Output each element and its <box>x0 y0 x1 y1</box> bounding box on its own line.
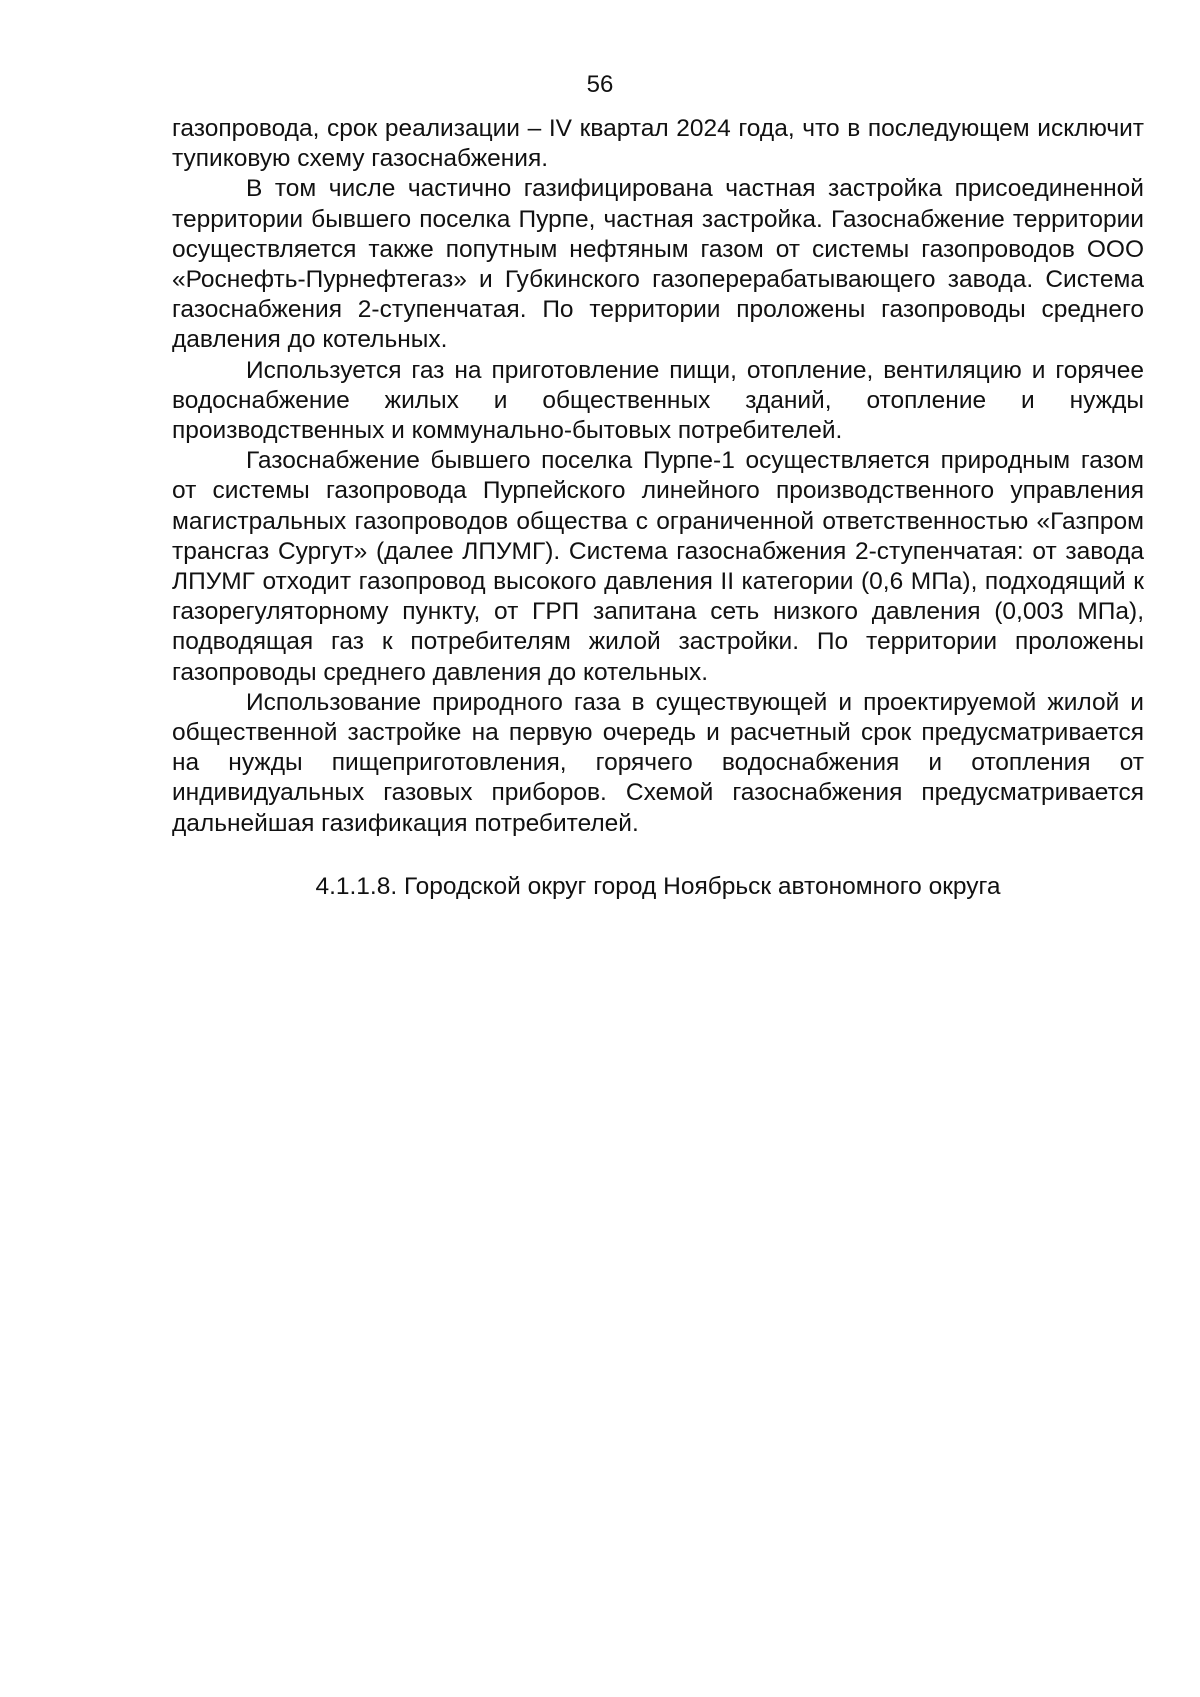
paragraph-continuation: газопровода, срок реализации – IV квартал 2024 года, что в последующем исключит тупиковую схему газоснабжения. <box>172 115 1144 173</box>
paragraph-purpe-gasification: В том числе частично газифицирована частная застройка присоединенной территории бывшего поселка Пурпе, частная застройка. Газоснабжение территории осуществляется также попутным нефтяным газом от системы газопроводов ООО «Роснефть-Пурнефтегаз» и Губкинского газоперерабатывающего завода. Система газоснабжения 2-ступенчатая. По территории проложены газопроводы среднего давления до котельных. <box>172 175 1144 354</box>
paragraph-purpe-1-supply: Газоснабжение бывшего поселка Пурпе-1 осуществляется природным газом от системы газопровода Пурпейского линейного производственного управления магистральных газопроводов общества с ограниченной ответственностью «Газпром трансгаз Сургут» (далее ЛПУМГ). Система газоснабжения 2-ступенчатая: от завода ЛПУМГ отходит газопровод высокого давления II категории (0,6 МПа), подходящий к газорегуляторному пункту, от ГРП запитана сеть низкого давления (0,003 МПа), подводящая газ к потребителям жилой застройки. По территории проложены газопроводы среднего давления до котельных. <box>172 447 1144 686</box>
paragraph-natural-gas-usage: Использование природного газа в существующей и проектируемой жилой и общественной застройке на первую очередь и расчетный срок предусматривается на нужды пищеприготовления, горячего водоснабжения и отопления от индивидуальных газовых приборов. Схемой газоснабжения предусматривается дальнейшая газификация потребителей. <box>172 688 1144 837</box>
page-number: 56 <box>586 71 614 98</box>
section-heading: 4.1.1.8. Городской округ город Ноябрьск автономного округа <box>315 872 1001 900</box>
paragraph-gas-usage: Используется газ на приготовление пищи, отопление, вентиляцию и горячее водоснабжение жилых и общественных зданий, отопление и нужды производственных и коммунально-бытовых потребителей. <box>172 356 1144 445</box>
document-body <box>172 114 1144 902</box>
